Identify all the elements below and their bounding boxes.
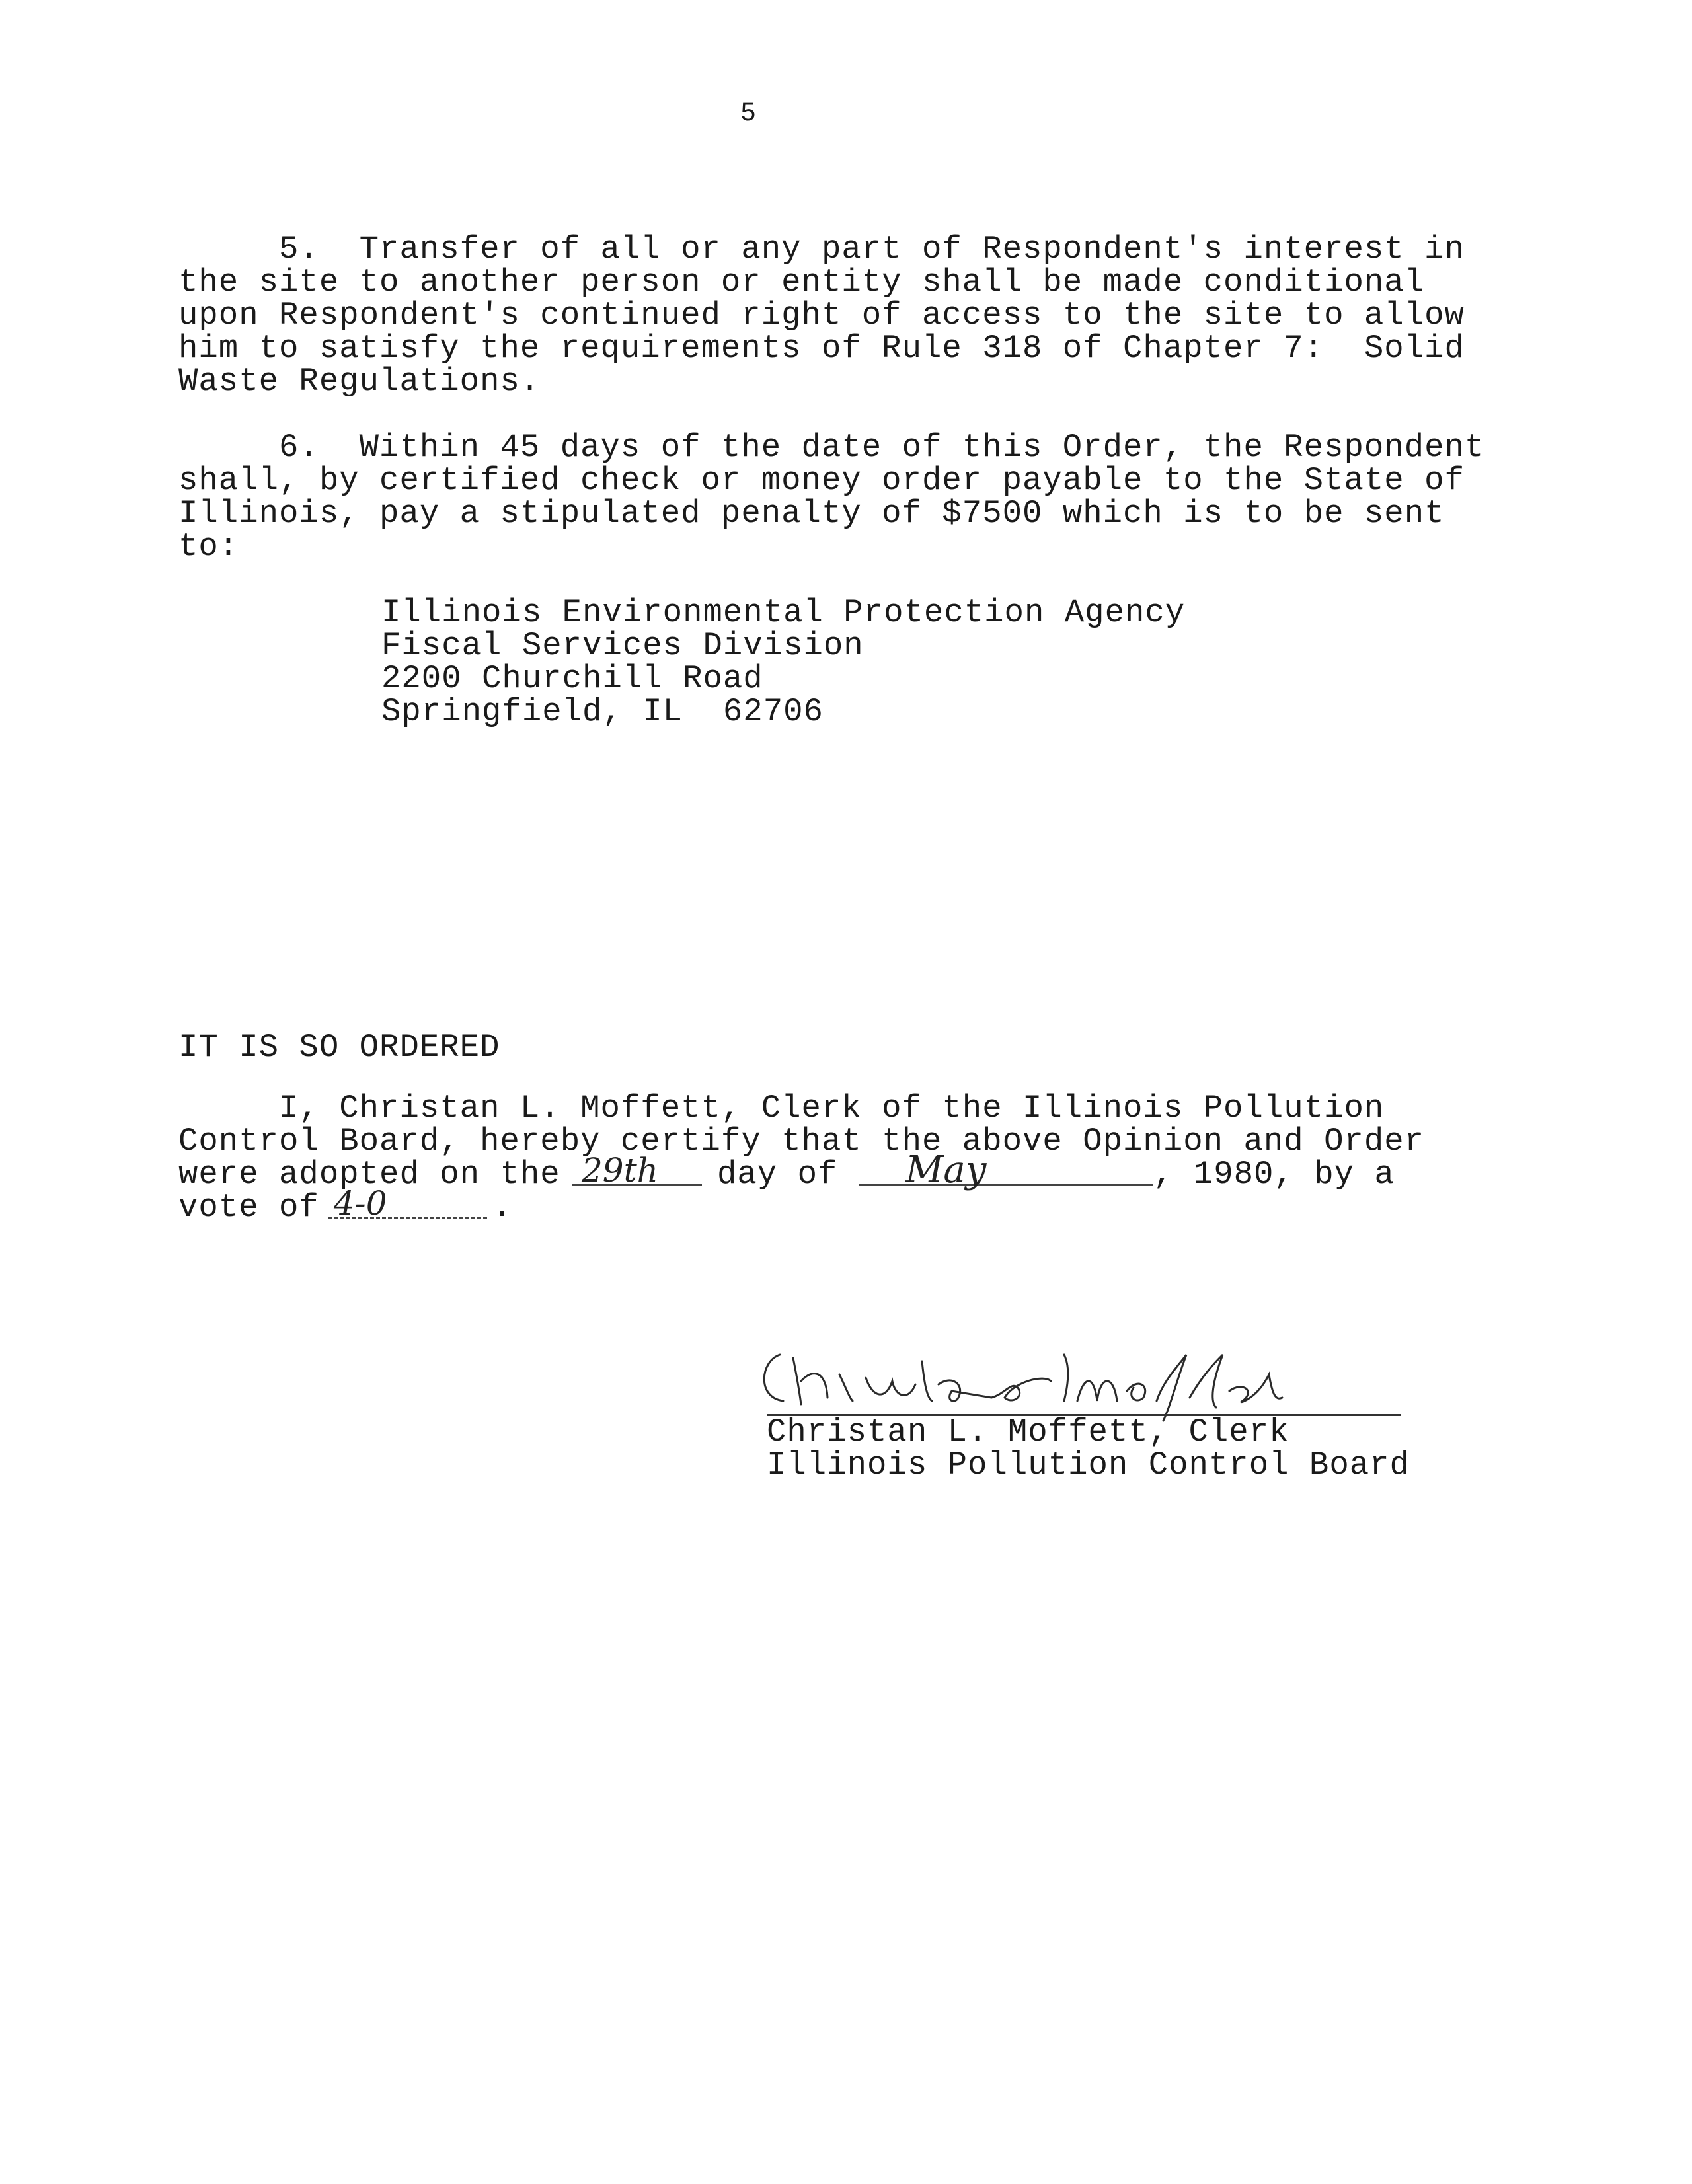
cert-line-1: I, Christan L. Moffett, Clerk of the Illinois Pollution (178, 1090, 1385, 1127)
address-line-4: Springfield, IL 62706 (381, 693, 824, 730)
address-line-3: 2200 Churchill Road (381, 660, 763, 697)
para5-line-2: the site to another person or entity shall be made conditional (178, 264, 1425, 301)
para6-line-1: 6. Within 45 days of the date of this Order, the Respondent (178, 429, 1485, 466)
para5-line-5: Waste Regulations. (178, 363, 541, 400)
para6-line-2: shall, by certified check or money order payable to the State of (178, 462, 1465, 499)
cert-line-4b: . (492, 1189, 513, 1226)
board-name: Illinois Pollution Control Board (767, 1447, 1410, 1484)
cert-line-3c: , 1980, by a (1153, 1156, 1395, 1193)
handwritten-month: May (905, 1148, 987, 1191)
address-line-2: Fiscal Services Division (381, 627, 864, 664)
para5-line-4: him to satisfy the requirements of Rule 318 of Chapter 7: Solid (178, 330, 1465, 367)
month-blank-underline (859, 1184, 1153, 1186)
cert-line-4a: vote of (178, 1189, 319, 1226)
para6-line-3: Illinois, pay a stipulated penalty of $7500 which is to be sent (178, 495, 1445, 532)
cert-line-3b: day of (717, 1156, 838, 1193)
cert-line-2: Control Board, hereby certify that the above Opinion and Order (178, 1123, 1425, 1160)
so-ordered-heading: IT IS SO ORDERED (178, 1029, 500, 1066)
clerk-name: Christan L. Moffett, Clerk (767, 1413, 1289, 1450)
cert-line-3a: were adopted on the (178, 1156, 560, 1193)
address-line-1: Illinois Environmental Protection Agency (381, 594, 1186, 631)
handwritten-day: 29th (582, 1151, 658, 1189)
para5-line-3: upon Respondent's continued right of access to the site to allow (178, 297, 1465, 334)
page-number: 5 (740, 99, 757, 129)
handwritten-vote: 4-0 (334, 1184, 387, 1223)
para5-line-1: 5. Transfer of all or any part of Respondent's interest in (178, 231, 1465, 268)
para6-line-4: to: (178, 528, 239, 565)
